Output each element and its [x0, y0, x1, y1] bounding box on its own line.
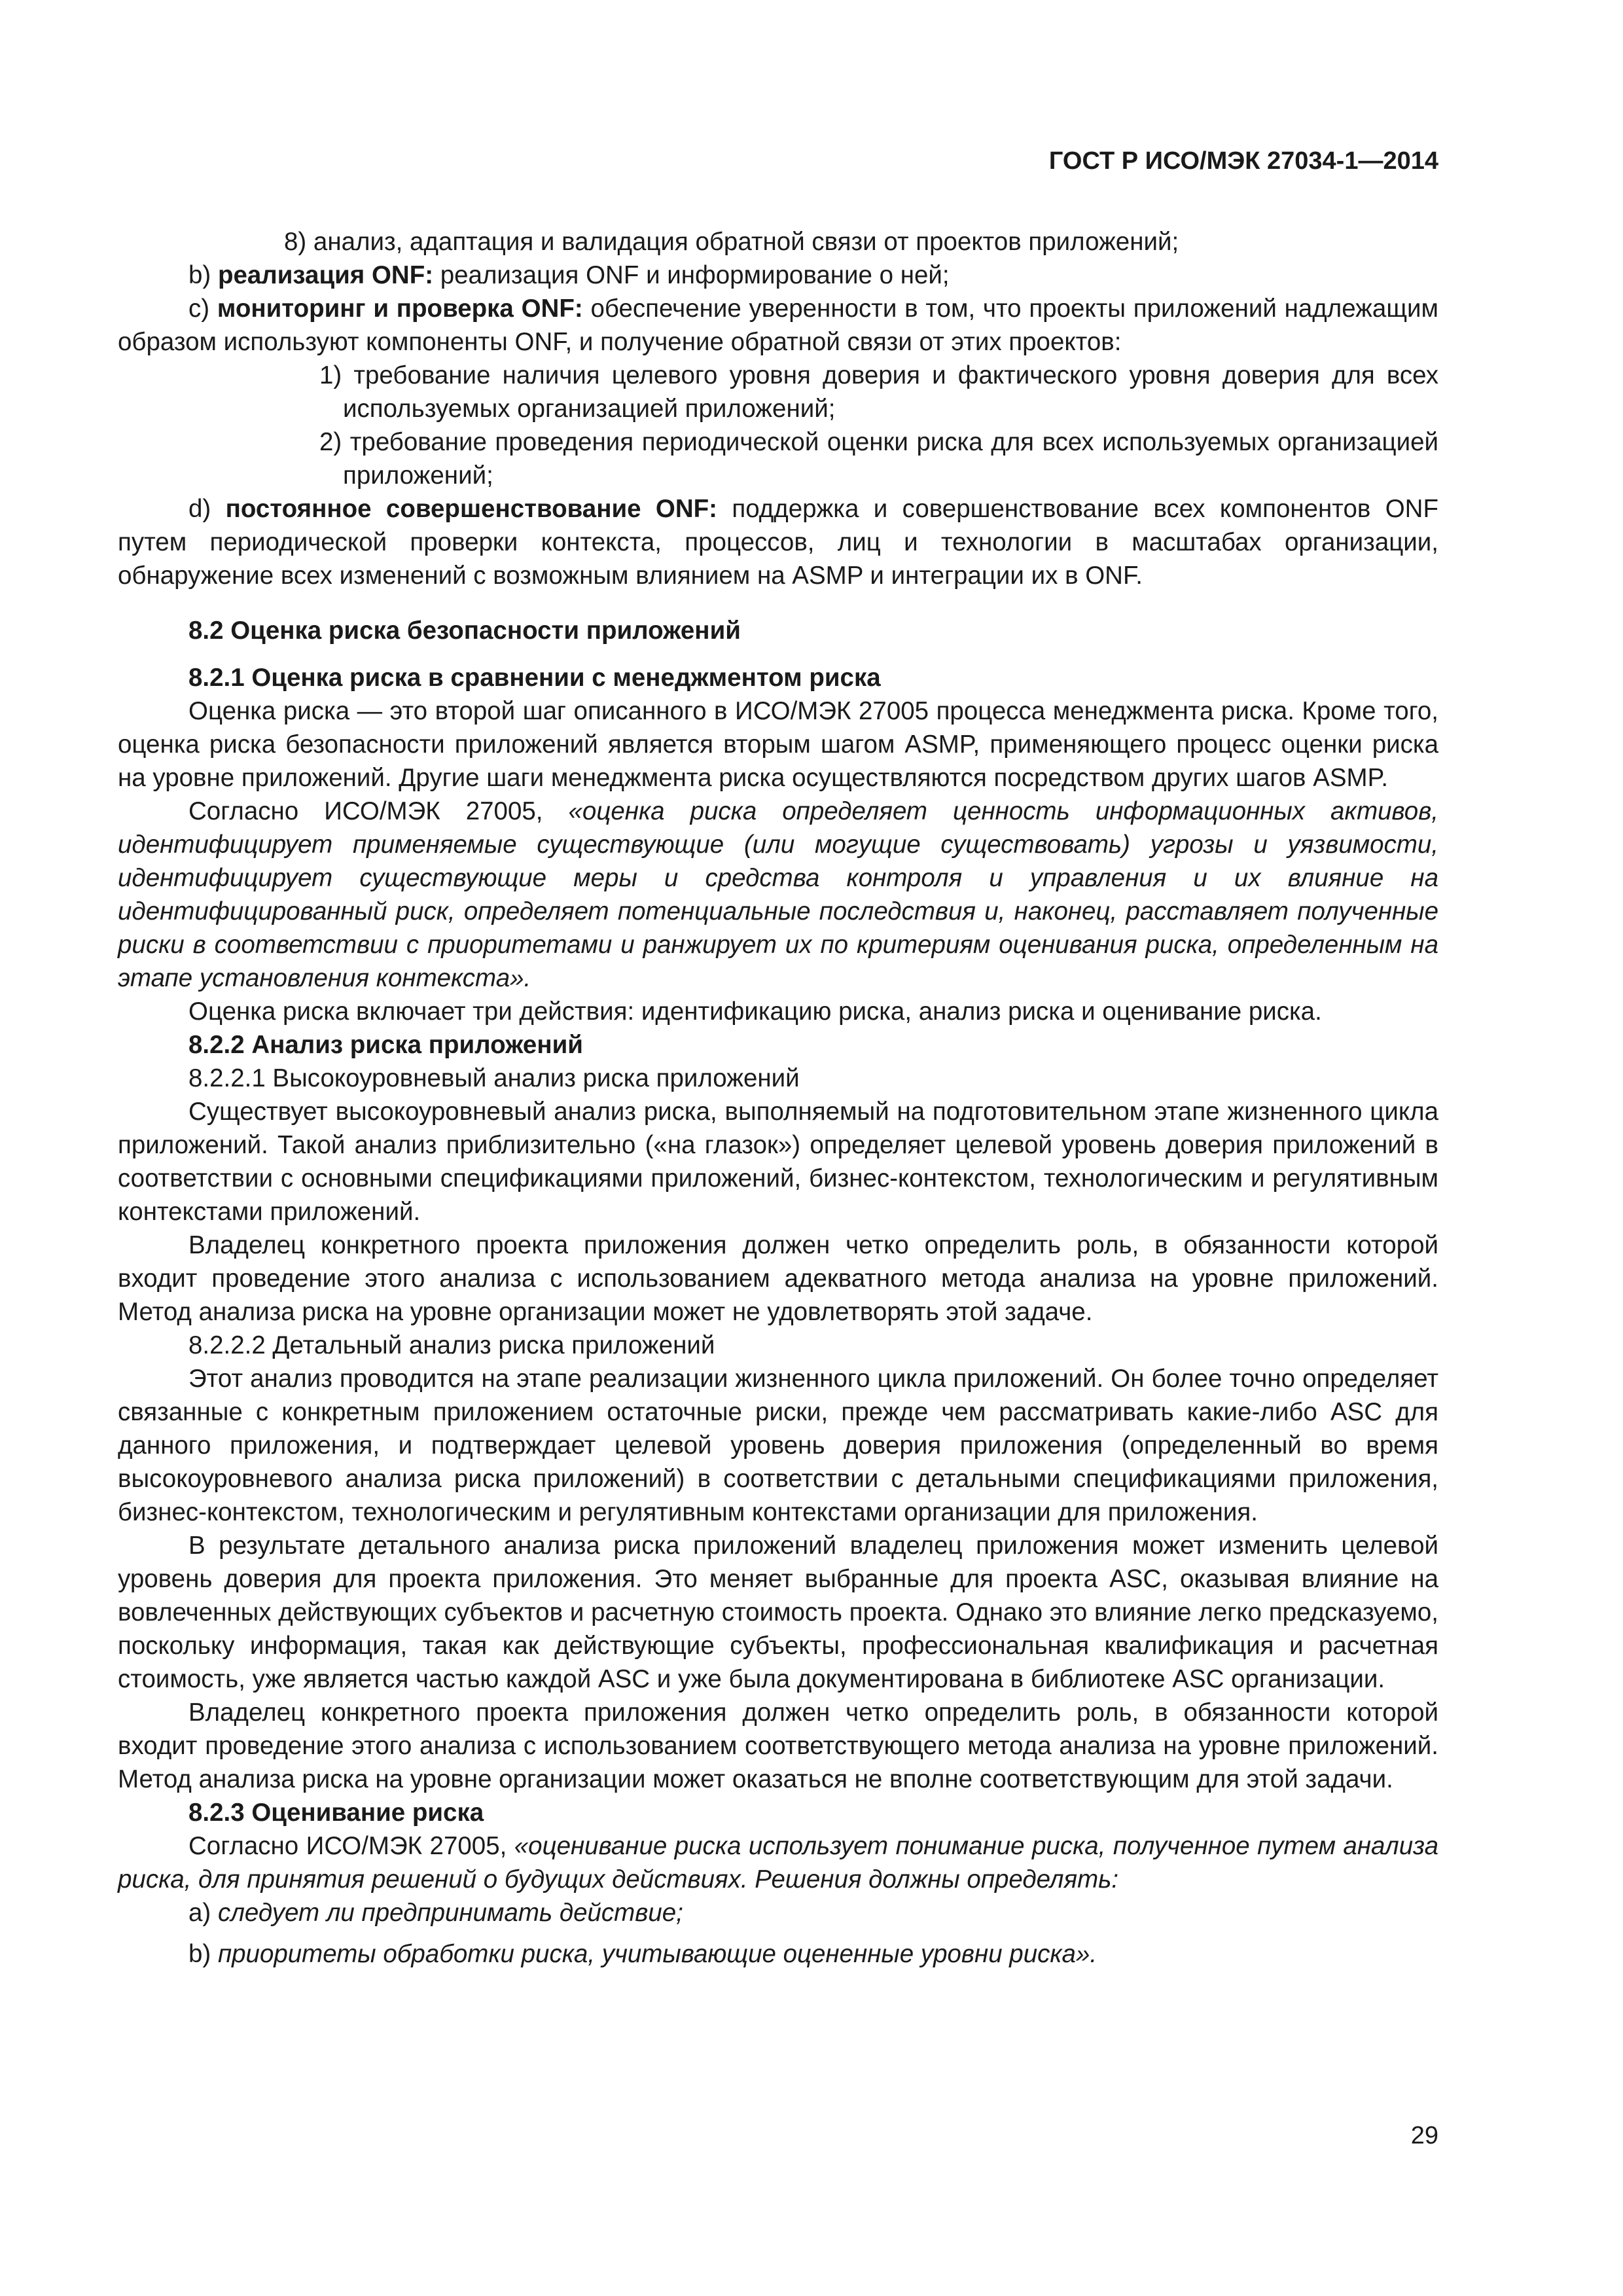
- term: постоянное совершенствование ONF:: [225, 495, 718, 523]
- list-item-d: [118, 492, 1438, 592]
- quote-lead: Согласно ИСО/МЭК 27005,: [188, 1832, 514, 1860]
- paragraph: В результате детального анализа риска приложений владелец приложения может изменить целевой уровень доверия для проекта приложения. Это меняет выбранные для проекта ASC, оказывая влияние на вовлеченных действующих субъектов и расчетную стоимость проекта. Однако это влияние легко предсказуемо, поскольку информация, такая как действующие субъекты, профессиональная квалификация и расчетная стоимость, уже является частью каждой ASC и уже была документирована в библиотеке ASC организации.: [118, 1532, 1438, 1693]
- section-heading-8-2-1: 8.2.1 Оценка риска в сравнении с менеджментом риска: [188, 664, 881, 692]
- list-marker: b): [188, 261, 218, 289]
- section-heading-8-2-3: 8.2.3 Оценивание риска: [188, 1799, 484, 1827]
- paragraph: Владелец конкретного проекта приложения должен четко определить роль, в обязанности которой входит проведение этого анализа с использованием адекватного метода анализа на уровне приложений. Метод анализа риска на уровне организации может не удовлетворять этой задаче.: [118, 1231, 1438, 1326]
- paragraph: Оценка риска включает три действия: идентификацию риска, анализ риска и оценивание риска.: [188, 997, 1322, 1026]
- definition: реализация ONF и информирование о ней;: [433, 261, 950, 289]
- list-item-c2: 2) требование проведения периодической оценки риска для всех используемых организацией приложений;: [319, 428, 1438, 490]
- list-marker: d): [188, 495, 226, 523]
- quote-list-item-b: [118, 1937, 1438, 1971]
- term: реализация ONF:: [217, 261, 434, 289]
- page-number: 29: [1410, 2122, 1438, 2149]
- paragraph-quote: [118, 1829, 1438, 1896]
- list-item-c: [118, 292, 1438, 359]
- quote-list-item-a: [118, 1896, 1438, 1929]
- list-marker: c): [188, 295, 217, 323]
- list-marker: b): [188, 1940, 218, 1968]
- paragraph: Существует высокоуровневый анализ риска, выполняемый на подготовительном этапе жизненного цикла приложений. Такой анализ приблизительно («на глазок») определяет целевой уровень доверия приложений в соответствии с основными спецификациями приложений, бизнес-контекстом, технологическим и регулятивным контекстами приложений.: [118, 1098, 1438, 1226]
- list-item-8: [118, 225, 1438, 259]
- subsection-heading-8-2-2-2: 8.2.2.2 Детальный анализ риска приложений: [188, 1331, 715, 1359]
- section-heading-8-2-2: 8.2.2 Анализ риска приложений: [188, 1031, 583, 1059]
- list-marker: a): [188, 1899, 218, 1927]
- quote-text: «оценивание риска использует понимание риска, полученное путем анализа риска, для принятия решений о будущих действиях. Решения должны определять:: [118, 1832, 1438, 1893]
- term: мониторинг и проверка ONF:: [217, 295, 583, 323]
- quote-text: «оценка риска определяет ценность информационных активов, идентифицирует применяемые существующие (или могущие существовать) угрозы и уязвимости, идентифицирует существующие меры и средства контроля и управления и их влияние на идентифицированный риск, определяет потенциальные последствия и, наконец, расставляет полученные риски в соответствии с приоритетами и ранжирует их по критериям оценивания риска, определенным на этапе установления контекста».: [118, 797, 1439, 992]
- definition: обеспечение уверенности в том, что проекты приложений надлежащим образом используют компоненты ONF, и получение обратной связи от этих проектов:: [118, 295, 1438, 356]
- paragraph-quote: [118, 795, 1438, 995]
- quote-lead: Согласно ИСО/МЭК 27005,: [188, 797, 569, 825]
- section-heading-8-2: 8.2 Оценка риска безопасности приложений: [188, 617, 741, 645]
- document-body: [118, 225, 1438, 1971]
- definition: поддержка и совершенствование всех компонентов ONF путем периодической проверки контекста, процессов, лиц и технологии в масштабах организации, обнаружение всех изменений с возможным влиянием на ASMP и интеграции их в ONF.: [118, 495, 1438, 590]
- list-item-text: следует ли предпринимать действие;: [217, 1899, 683, 1927]
- list-item-c1: 1) требование наличия целевого уровня доверия и фактического уровня доверия для всех используемых организацией приложений;: [319, 361, 1438, 423]
- list-item-b: [118, 259, 1438, 292]
- paragraph: Оценка риска — это второй шаг описанного в ИСО/МЭК 27005 процесса менеджмента риска. Кроме того, оценка риска безопасности приложений является вторым шагом ASMP, применяющего процесс оценки риска на уровне приложений. Другие шаги менеджмента риска осуществляются посредством других шагов ASMP.: [118, 697, 1438, 792]
- list-item-text: 8) анализ, адаптация и валидация обратной связи от проектов приложений;: [284, 228, 1179, 256]
- document-header: ГОСТ Р ИСО/МЭК 27034-1—2014: [1048, 147, 1438, 175]
- list-item-text: приоритеты обработки риска, учитывающие оцененные уровни риска».: [217, 1940, 1097, 1968]
- paragraph: Этот анализ проводится на этапе реализации жизненного цикла приложений. Он более точно определяет связанные с конкретным приложением остаточные риски, прежде чем рассматривать какие-либо ASC для данного приложения, и подтверждает целевой уровень доверия приложения (определенный во время высокоуровневого анализа риска приложений) в соответствии с детальными спецификациями приложения, бизнес-контекстом, технологическим и регулятивным контекстами организации для приложения.: [118, 1365, 1438, 1526]
- subsection-heading-8-2-2-1: 8.2.2.1 Высокоуровневый анализ риска приложений: [188, 1064, 800, 1092]
- paragraph: Владелец конкретного проекта приложения должен четко определить роль, в обязанности которой входит проведение этого анализа с использованием соответствующего метода анализа на уровне приложений. Метод анализа риска на уровне организации может оказаться не вполне соответствующим для этой задачи.: [118, 1698, 1438, 1793]
